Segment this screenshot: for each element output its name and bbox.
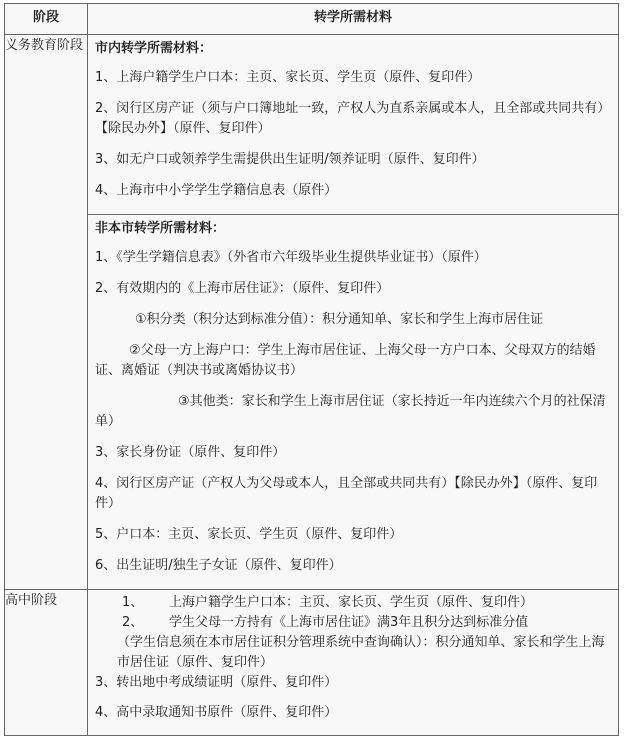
item-number: 2、 [122, 615, 144, 630]
section-title-local: 市内转学所需材料： [95, 41, 213, 56]
sub-item: ②父母一方上海户口：学生上海市居住证、上海父母一方户口本、父母双方的结婚证、离婚证（判决书或离婚协议书） [95, 343, 596, 378]
cell-high-school-materials [88, 590, 619, 736]
item-number: 1、 [122, 595, 144, 610]
header-stage: 阶段 [5, 4, 88, 35]
list-item: 2、闵行区房产证（须与户口簿地址一致，产权人为直系亲属或本人，且全部或共同共有）【除民办外】（原件、复印件） [95, 101, 611, 136]
sub-item: ①积分类（积分达到标准分值）：积分通知单、家长和学生上海市居住证 [135, 312, 544, 327]
list-item: 4、闵行区房产证（产权人为父母或本人，且全部或共同共有）【除民办外】（原件、复印件） [95, 476, 598, 511]
table-row-high-school [5, 590, 619, 736]
header-row [5, 4, 619, 35]
table-row-compulsory-nonlocal [5, 215, 619, 590]
list-item: 4、高中录取通知书原件（原件、复印件） [95, 705, 338, 720]
list-item: 5、户口本：主页、家长页、学生页（原件、复印件） [95, 527, 403, 542]
list-item: 4、上海市中小学学生学籍信息表（原件） [95, 183, 338, 198]
section-title-nonlocal: 非本市转学所需材料： [95, 221, 226, 236]
list-item [95, 593, 611, 613]
sub-item: ③其他类：家长和学生上海市居住证（家长持近一年内连续六个月的社保清单） [95, 394, 606, 429]
table-row-compulsory-local [5, 35, 619, 215]
header-materials: 转学所需材料 [88, 4, 619, 35]
stage-high-school [5, 590, 88, 736]
list-item: 1、《学生学籍信息表》（外省市六年级毕业生提供毕业证书）（原件） [95, 250, 487, 265]
item-text: 上海户籍学生户口本：主页、家长页、学生页（原件、复印件） [169, 595, 534, 610]
list-item-continued: （学生信息须在本市居住证积分管理系统中查询确认）：积分通知单、家长和学生上海市居住证（原件、复印件） [117, 635, 605, 670]
list-item: 1、上海户籍学生户口本：主页、家长页、学生页（原件、复印件） [95, 70, 481, 85]
list-item: 3、家长身份证（原件、复印件） [95, 445, 286, 460]
list-item: 3、转出地中考成绩证明（原件、复印件） [95, 675, 338, 690]
list-item: 6、出生证明/独生子女证（原件、复印件） [95, 558, 342, 573]
item-text: 学生父母一方持有《上海市居住证》满3年且积分达到标准分值 [169, 615, 529, 630]
stage-label: 义务教育阶段 [5, 38, 84, 53]
cell-nonlocal-materials [88, 215, 619, 590]
list-item: 3、如无户口或领养学生需提供出生证明/领养证明（原件、复印件） [95, 152, 485, 167]
list-item: 2、有效期内的《上海市居住证》：（原件、复印件） [95, 281, 390, 296]
list-item [95, 613, 611, 633]
transfer-materials-table [4, 3, 619, 736]
cell-local-materials [88, 35, 619, 215]
stage-compulsory [5, 35, 88, 590]
stage-label: 高中阶段 [5, 593, 58, 608]
